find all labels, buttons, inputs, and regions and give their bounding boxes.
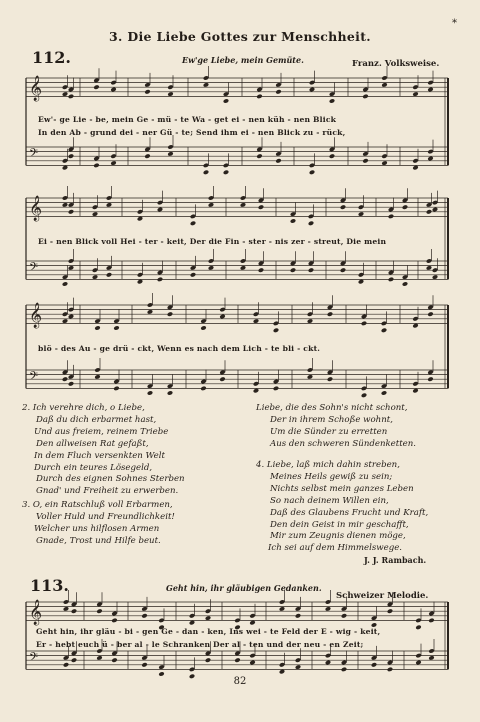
- notehead: [68, 381, 74, 386]
- notehead: [361, 393, 367, 398]
- notehead: [71, 608, 77, 613]
- notehead: [240, 265, 246, 270]
- verse-4: [256, 460, 428, 555]
- verse-line: In dem Fluch versenkten Welt: [34, 450, 165, 461]
- notehead: [295, 613, 301, 618]
- notehead: [341, 667, 347, 672]
- notehead: [341, 613, 347, 618]
- notehead: [249, 620, 255, 625]
- notehead: [381, 160, 387, 165]
- notehead: [358, 211, 364, 216]
- notehead: [62, 376, 68, 381]
- notehead: [402, 281, 408, 286]
- notehead: [62, 165, 68, 170]
- notehead: [62, 91, 68, 96]
- hymn-113-lyric-line-2: Er - hebt euch ü - ber al - le Schranken Der al - ten und der neu - en Zeit;: [36, 640, 364, 649]
- notehead: [92, 274, 98, 279]
- notehead: [371, 662, 377, 667]
- notehead: [412, 323, 418, 328]
- notehead: [167, 390, 173, 395]
- notehead: [256, 94, 262, 99]
- notehead: [361, 321, 367, 326]
- notehead: [402, 204, 408, 209]
- notehead: [253, 318, 259, 323]
- notehead: [141, 613, 147, 618]
- bass-clef-icon: 𝄢: [29, 370, 39, 386]
- verse-line: Der in ihrem Schoße wohnt,: [270, 414, 393, 425]
- verse-line: Daß des Glaubens Frucht und Kraft,: [270, 507, 429, 518]
- notehead: [279, 669, 285, 674]
- notehead: [167, 91, 173, 96]
- notehead: [205, 657, 211, 662]
- notehead: [415, 625, 421, 630]
- notehead: [340, 204, 346, 209]
- notehead: [203, 82, 209, 87]
- verse-line: 3. O, ein Ratschluß voll Erbarmen,: [22, 500, 173, 510]
- notehead: [329, 153, 335, 158]
- notehead: [200, 386, 206, 391]
- verse-line: Welcher uns hilflosen Armen: [34, 523, 160, 534]
- notehead: [427, 156, 433, 161]
- verse-line: Gnad' und Freiheit zu erwerben.: [36, 486, 179, 497]
- notehead: [387, 667, 393, 672]
- hymn-112-lyric-line-1: Ew'- ge Lie - be, mein Ge - mü - te Wa - get ei - nen küh - nen Blick: [38, 115, 337, 124]
- notehead: [388, 277, 394, 282]
- notehead: [219, 314, 225, 319]
- notehead: [387, 608, 393, 613]
- hymn-112-tune-name: Ew'ge Liebe, mein Gemüte.: [182, 55, 304, 65]
- verse-line: Ich sei auf dem Himmelswege.: [268, 543, 403, 554]
- verse-line: Voller Huld und Freundlichkeit!: [36, 511, 175, 522]
- notehead: [327, 311, 333, 316]
- verse-line: Durch ein teures Lösegeld,: [34, 462, 153, 473]
- notehead: [111, 657, 117, 662]
- notehead: [71, 657, 77, 662]
- notehead: [309, 170, 315, 175]
- verse-line: Den allweisen Rat gefaßt,: [36, 438, 149, 449]
- notehead: [68, 94, 74, 99]
- notehead: [428, 655, 434, 660]
- notehead: [205, 615, 211, 620]
- hymn-112-lyric-line-2: In den Ab - grund dei - ner Gü - te; Send ihm ei - nen Blick zu - rück,: [38, 128, 346, 137]
- treble-clef-icon: 𝄞: [29, 600, 43, 625]
- notehead: [96, 608, 102, 613]
- verse-line: Nichts selbst mein ganzes Leben: [270, 483, 414, 494]
- verse-3-continued: [256, 403, 416, 451]
- notehead: [273, 386, 279, 391]
- notehead: [325, 660, 331, 665]
- notehead: [275, 158, 281, 163]
- notehead: [189, 620, 195, 625]
- notehead: [147, 390, 153, 395]
- notehead: [340, 267, 346, 272]
- notehead: [381, 82, 387, 87]
- notehead: [94, 374, 100, 379]
- notehead: [106, 202, 112, 207]
- notehead: [290, 218, 296, 223]
- notehead: [93, 84, 99, 89]
- notehead: [279, 606, 285, 611]
- bass-clef-icon: 𝄢: [29, 651, 39, 667]
- verse-3: [22, 500, 175, 548]
- notehead: [110, 160, 116, 165]
- notehead: [68, 209, 74, 214]
- notehead: [275, 89, 281, 94]
- notehead: [63, 662, 69, 667]
- hymn-113-lyric-line-1: Geht hin, ihr gläu - bi - gen Ge - dan - ken, Ins wei - te Feld der E - wig - keit,: [36, 627, 381, 636]
- notehead: [240, 202, 246, 207]
- treble-clef-icon: 𝄞: [29, 196, 43, 221]
- notehead: [362, 158, 368, 163]
- verse-line: Daß du dich erbarmet hast,: [36, 414, 157, 425]
- notehead: [200, 325, 206, 330]
- notehead: [137, 216, 143, 221]
- verse-line: Um die Sünder zu erretten: [270, 426, 388, 437]
- notehead: [381, 328, 387, 333]
- notehead: [295, 664, 301, 669]
- notehead: [144, 89, 150, 94]
- notehead: [308, 267, 314, 272]
- notehead: [256, 153, 262, 158]
- notehead: [223, 170, 229, 175]
- notehead: [157, 277, 163, 282]
- notehead: [110, 87, 116, 92]
- author-credit: J. J. Rambach.: [364, 555, 427, 565]
- verse-2: [22, 403, 185, 498]
- hymn-112-lyric-line-3: Ei - nen Blick voll Hei - ter - keit, Der die Fin - ster - nis zer - streut, Die mein: [38, 237, 387, 246]
- notehead: [62, 318, 68, 323]
- notehead: [426, 209, 432, 214]
- hymn-112-lyric-line-4: blö - des Au - ge drü - ckt, Wenn es nach dem Lich - te bli - ckt.: [38, 344, 321, 353]
- notehead: [68, 153, 74, 158]
- notehead: [63, 606, 69, 611]
- notehead: [203, 170, 209, 175]
- notehead: [249, 660, 255, 665]
- hymn-113-number: 113.: [30, 576, 69, 595]
- notehead: [137, 279, 143, 284]
- notehead: [234, 657, 240, 662]
- corner-mark: *: [452, 18, 457, 29]
- notehead: [426, 265, 432, 270]
- notehead: [290, 267, 296, 272]
- hymn-112-number: 112.: [32, 48, 71, 67]
- notehead: [412, 165, 418, 170]
- notehead: [147, 309, 153, 314]
- verse-line: Gnade, Trost und Hilfe beut.: [36, 535, 161, 546]
- notehead: [208, 202, 214, 207]
- notehead: [157, 207, 163, 212]
- notehead: [106, 272, 112, 277]
- notehead: [94, 325, 100, 330]
- notehead: [362, 94, 368, 99]
- notehead: [113, 325, 119, 330]
- notehead: [309, 87, 315, 92]
- verse-line: 2. Ich verehre dich, o Liebe,: [22, 403, 145, 413]
- notehead: [412, 388, 418, 393]
- notehead: [68, 265, 74, 270]
- notehead: [415, 660, 421, 665]
- notehead: [258, 204, 264, 209]
- notehead: [432, 207, 438, 212]
- notehead: [92, 211, 98, 216]
- notehead: [381, 390, 387, 395]
- notehead: [62, 281, 68, 286]
- bass-clef-icon: 𝄢: [29, 261, 39, 277]
- notehead: [307, 318, 313, 323]
- verse-line: Meines Heils gewiß zu sein;: [270, 471, 393, 482]
- verse-line: So nach deinem Willen ein,: [270, 495, 389, 506]
- notehead: [427, 87, 433, 92]
- notehead: [111, 618, 117, 623]
- verse-line: 4. Liebe, laß mich dahin streben,: [256, 460, 400, 470]
- notehead: [258, 267, 264, 272]
- notehead: [308, 221, 314, 226]
- notehead: [253, 388, 259, 393]
- notehead: [96, 655, 102, 660]
- notehead: [167, 151, 173, 156]
- hymn-113-composer: Schweizer Melodie.: [336, 591, 429, 601]
- notehead: [190, 272, 196, 277]
- notehead: [273, 328, 279, 333]
- notehead: [62, 202, 68, 207]
- notehead: [329, 98, 335, 103]
- notehead: [427, 376, 433, 381]
- verse-line: Durch des eignen Sohnes Sterben: [36, 474, 185, 485]
- verse-line: Liebe, die des Sohn's nicht schont,: [256, 403, 408, 413]
- verse-line: Und aus freiem, reinem Triebe: [34, 426, 169, 437]
- notehead: [327, 376, 333, 381]
- hymn-113-tune-name: Geht hin, ihr gläubigen Gedanken.: [166, 583, 322, 593]
- notehead: [432, 274, 438, 279]
- verse-line: Den dein Geist in mir geschafft,: [270, 519, 409, 530]
- verse-line: Mir zum Zeugnis dienen möge,: [270, 531, 406, 542]
- notehead: [208, 265, 214, 270]
- verse-line: Aus den schweren Sündenketten.: [270, 438, 417, 449]
- page-number: 82: [233, 676, 247, 687]
- notehead: [223, 98, 229, 103]
- notehead: [388, 214, 394, 219]
- hymn-112-composer: Franz. Volksweise.: [352, 59, 440, 69]
- treble-clef-icon: 𝄞: [29, 76, 43, 101]
- bass-clef-icon: 𝄢: [29, 147, 39, 163]
- notehead: [190, 221, 196, 226]
- treble-clef-icon: 𝄞: [29, 303, 43, 328]
- notehead: [167, 311, 173, 316]
- notehead: [113, 386, 119, 391]
- notehead: [428, 618, 434, 623]
- notehead: [68, 314, 74, 319]
- notehead: [141, 662, 147, 667]
- notehead: [358, 279, 364, 284]
- notehead: [412, 91, 418, 96]
- notehead: [144, 153, 150, 158]
- notehead: [307, 374, 313, 379]
- notehead: [219, 376, 225, 381]
- notehead: [325, 606, 331, 611]
- section-title: 3. Die Liebe Gottes zur Menschheit.: [109, 29, 371, 44]
- notehead: [427, 311, 433, 316]
- notehead: [93, 163, 99, 168]
